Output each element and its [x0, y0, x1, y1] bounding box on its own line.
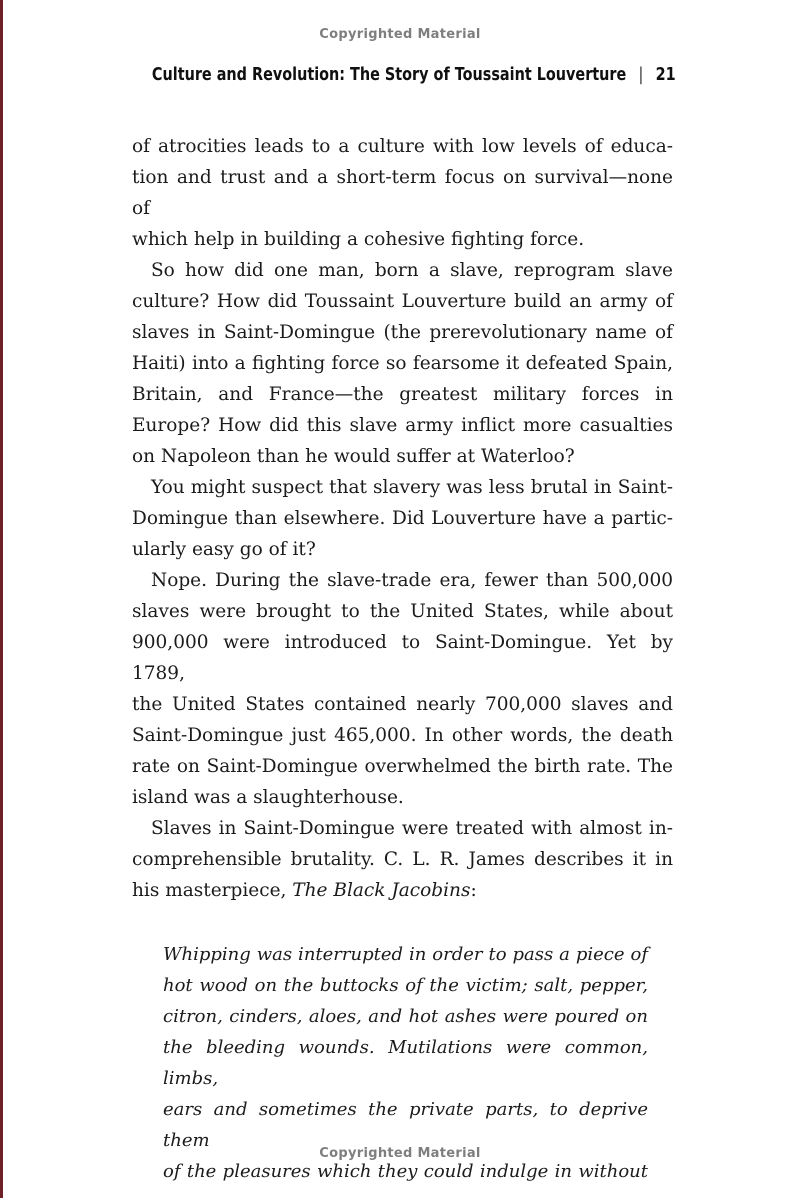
quote-line: the bleeding wounds. Mutilations were common, limbs,: [163, 1037, 648, 1089]
text-line: island was a slaughterhouse.: [132, 787, 404, 808]
quote-line: ears and sometimes the private parts, to deprive them: [163, 1099, 648, 1151]
text-line: which help in building a cohesive fighting force.: [132, 229, 585, 250]
text-line: on Napoleon than he would suffer at Waterloo?: [132, 446, 575, 467]
text-line: of atrocities leads to a culture with low levels of educa-: [132, 136, 673, 157]
text-line: culture? How did Toussaint Louverture build an army of: [132, 291, 673, 312]
text-line: slaves in Saint-Domingue (the prerevolutionary name of: [132, 322, 673, 343]
text-line: Domingue than elsewhere. Did Louverture have a partic-: [132, 508, 673, 529]
text-line: tion and trust and a short-term focus on survival—none of: [132, 167, 673, 219]
copyright-notice-bottom: Copyrighted Material: [319, 1146, 481, 1161]
paragraph-5: [132, 813, 673, 906]
page-number: 21: [655, 64, 676, 85]
quote-line: citron, cinders, aloes, and hot ashes were poured on: [163, 1006, 648, 1027]
copyright-notice-top: Copyrighted Material: [319, 27, 481, 42]
text-line: comprehensible brutality. C. L. R. James describes it in: [132, 849, 673, 870]
text-segment: his masterpiece,: [132, 880, 293, 901]
quote-line: of the pleasures which they could indulge in without: [163, 1161, 648, 1182]
paragraph-2: [132, 255, 673, 472]
header-separator: |: [638, 64, 644, 85]
running-title: Culture and Revolution: The Story of Toussaint Louverture: [152, 64, 627, 85]
text-line: You might suspect that slavery was less brutal in Saint-: [151, 477, 673, 498]
text-line: Slaves in Saint-Domingue were treated with almost in-: [151, 818, 673, 839]
text-line: slaves were brought to the United States, while about: [132, 601, 673, 622]
text-line: Britain, and France—the greatest military forces in: [132, 384, 673, 405]
text-line: Haiti) into a fighting force so fearsome it defeated Spain,: [132, 353, 673, 374]
text-segment: :: [470, 880, 477, 901]
text-line: the United States contained nearly 700,000 slaves and: [132, 694, 673, 715]
quote-line: Whipping was interrupted in order to pass a piece of: [163, 944, 648, 965]
text-line: ularly easy go of it?: [132, 539, 316, 560]
running-header-inner: [152, 64, 676, 85]
text-line: Saint-Domingue just 465,000. In other words, the death: [132, 725, 673, 746]
text-line: [132, 875, 673, 906]
text-line: Europe? How did this slave army inflict more casualties: [132, 415, 673, 436]
page-spine-edge: [0, 0, 3, 1198]
book-title-italic: The Black Jacobins: [292, 880, 471, 901]
text-line: So how did one man, born a slave, reprogram slave: [151, 260, 673, 281]
paragraph-4: [132, 565, 673, 813]
paragraph-3: [132, 472, 673, 565]
quote-line: hot wood on the buttocks of the victim; salt, pepper,: [163, 975, 648, 996]
text-line: 900,000 were introduced to Saint-Domingue. Yet by 1789,: [132, 632, 673, 684]
running-header: [21, 64, 676, 85]
page-body: [132, 131, 673, 1187]
text-line: Nope. During the slave-trade era, fewer than 500,000: [151, 570, 673, 591]
paragraph-1: [132, 131, 673, 255]
text-line: rate on Saint-Domingue overwhelmed the birth rate. The: [132, 756, 673, 777]
